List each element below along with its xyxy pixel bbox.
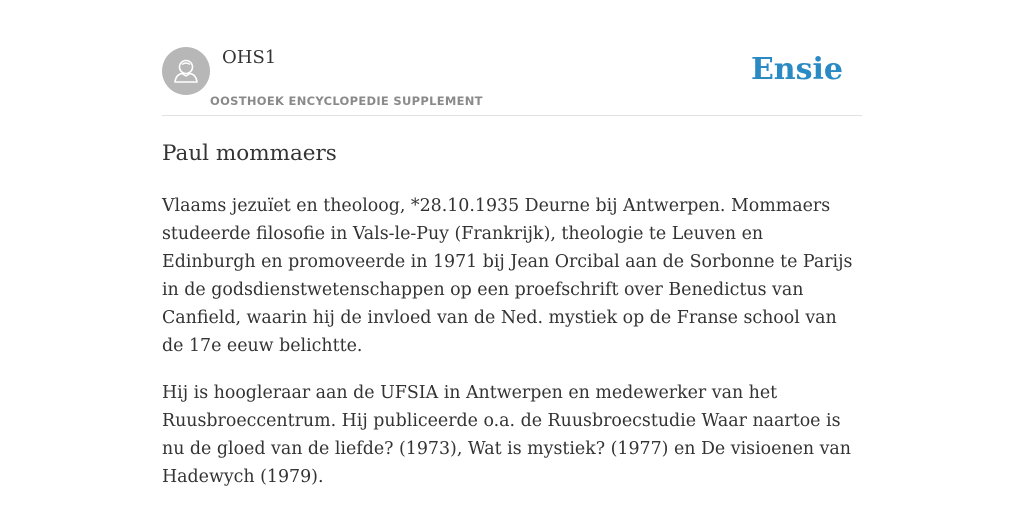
article-paragraph: Hij is hoogleraar aan de UFSIA in Antwerpen en medewerker van het Ruusbroeccentrum. Hij publiceerde o.a. de Ruusbroecstudie Waar naartoe is nu de gloed van de liefde? (1973), Wat is mystiek? (1977) en De visioenen van Hadewych (1979). [162, 383, 852, 487]
header-divider [162, 115, 862, 116]
page-title: Paul mommaers [162, 141, 337, 166]
article-body [162, 192, 862, 510]
user-avatar-icon [162, 47, 210, 95]
article-paragraph: Vlaams jezuïet en theoloog, *28.10.1935 Deurne bij Antwerpen. Mommaers studeerde filosofie in Vals-le-Puy (Frankrijk), theologie te Leuven en Edinburgh en promoveerde in 1971 bij Jean Orcibal aan de Sorbonne te Parijs in de godsdienstwetenschappen op een proefschrift over Benedictus van Canfield, waarin hij de invloed van de Ned. mystiek op de Franse school van de 17e eeuw belichtte. [162, 196, 853, 356]
ensie-logo[interactable]: Ensie [750, 52, 843, 87]
source-label[interactable]: OOSTHOEK ENCYCLOPEDIE SUPPLEMENT [210, 94, 483, 108]
avatar[interactable] [162, 47, 210, 95]
author-name[interactable]: OHS1 [222, 47, 277, 68]
